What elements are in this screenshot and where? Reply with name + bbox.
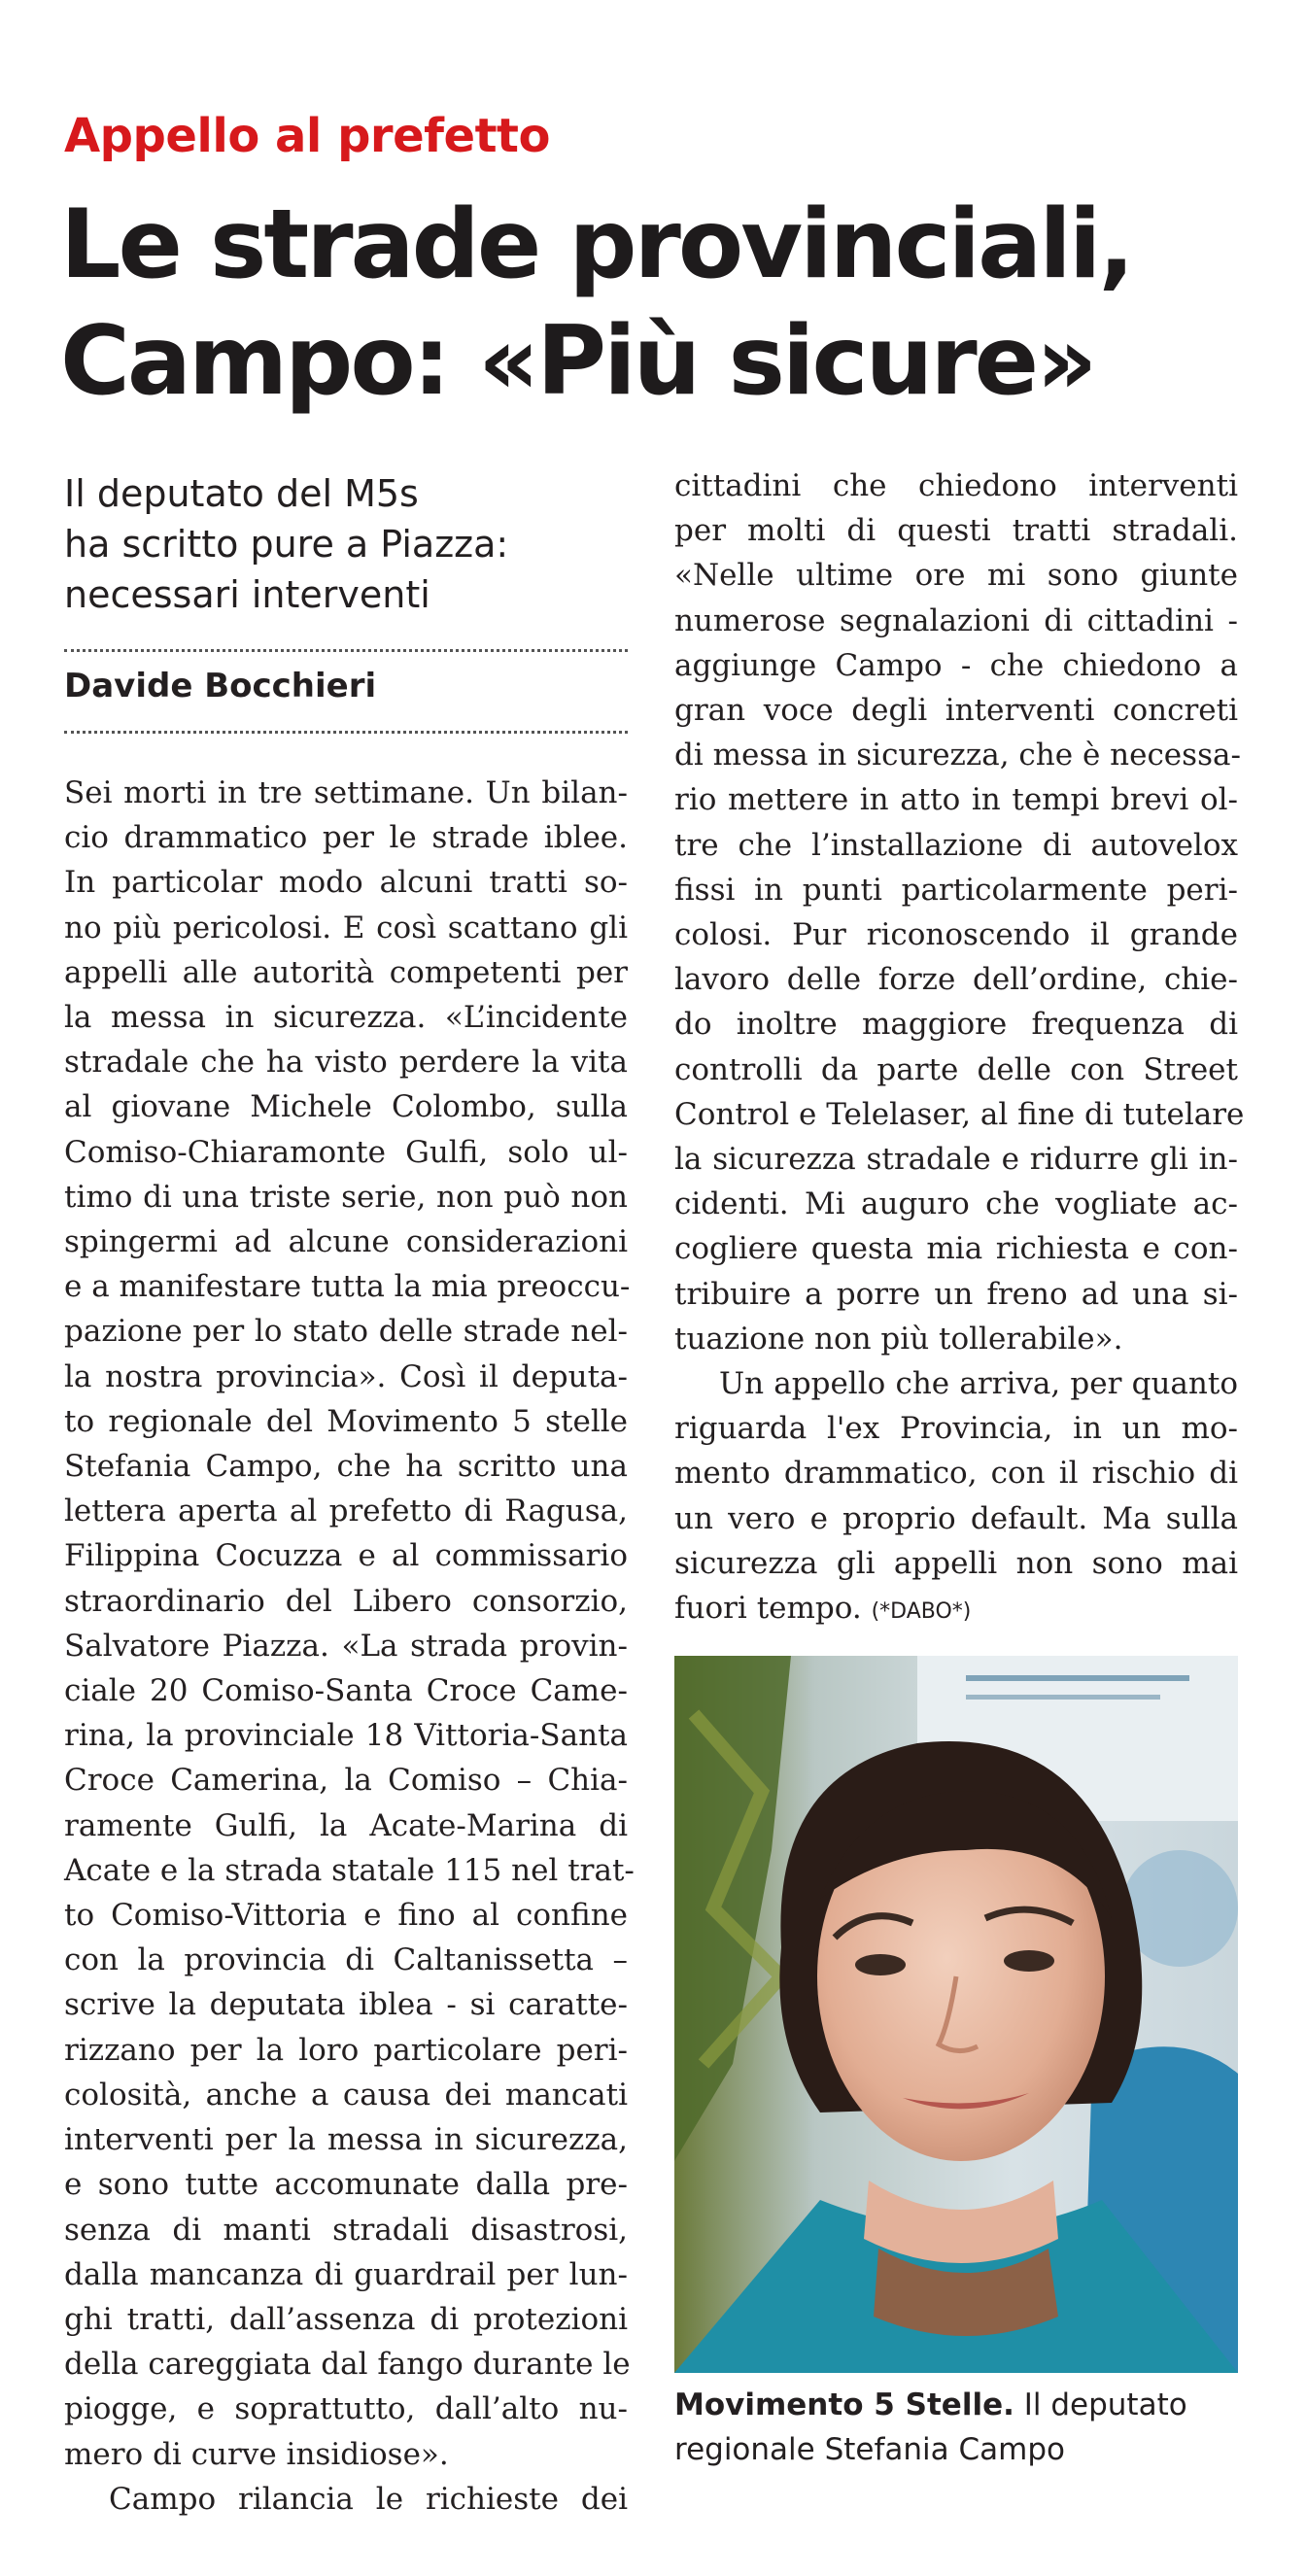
subtitle bbox=[64, 468, 647, 620]
body-line: ramente Gulfi, la Acate-Marina di bbox=[64, 1807, 628, 1843]
body-line: la nostra provincia». Così il deputa- bbox=[64, 1358, 628, 1394]
body-line: con la provincia di Caltanissetta – bbox=[64, 1942, 628, 1978]
body-line: la messa in sicurezza. «L’incidente bbox=[64, 1000, 628, 1036]
caption-line bbox=[674, 2383, 1257, 2427]
body-line: colosi. Pur riconoscendo il grande bbox=[674, 917, 1238, 953]
kicker: Appello al prefetto bbox=[64, 109, 550, 163]
body-line: In particolar modo alcuni tratti so- bbox=[64, 865, 628, 901]
headline-line: Campo: «Più sicure» bbox=[60, 306, 1095, 417]
body-line: Croce Camerina, la Comiso – Chia- bbox=[64, 1763, 628, 1799]
body-line: straordinario del Libero consorzio, bbox=[64, 1583, 628, 1619]
caption-text: Il deputato bbox=[1023, 2387, 1187, 2422]
body-line: tre che l’installazione di autovelox bbox=[674, 827, 1238, 863]
author-signature: (*DABO*) bbox=[871, 1599, 972, 1625]
body-line: cogliere questa mia richiesta e con- bbox=[674, 1231, 1238, 1267]
body-line: e a manifestare tutta la mia preoccu- bbox=[64, 1269, 631, 1305]
subtitle-line: necessari interventi bbox=[64, 573, 430, 616]
body-line: Filippina Cocuzza e al commissario bbox=[64, 1538, 628, 1574]
body-line: cittadini che chiedono interventi bbox=[674, 468, 1238, 503]
body-line: al giovane Michele Colombo, sulla bbox=[64, 1089, 628, 1125]
body-line: cio drammatico per le strade iblee. bbox=[64, 820, 628, 856]
body-line: Campo rilancia le richieste dei bbox=[109, 2481, 628, 2517]
body-line: pazione per lo stato delle strade nel- bbox=[64, 1314, 628, 1350]
body-line: ciale 20 Comiso-Santa Croce Came- bbox=[64, 1673, 628, 1709]
subtitle-line: Il deputato del M5s bbox=[64, 472, 419, 515]
body-line: Comiso-Chiaramonte Gulfi, solo ul- bbox=[64, 1134, 628, 1170]
body-line: la sicurezza stradale e ridurre gli in- bbox=[674, 1142, 1238, 1178]
body-line-text: fuori tempo. bbox=[674, 1591, 862, 1627]
body-line: piogge, e soprattutto, dall’alto nu- bbox=[64, 2391, 628, 2427]
body-line: Un appello che arriva, per quanto bbox=[719, 1366, 1238, 1402]
caption-line: regionale Stefania Campo bbox=[674, 2432, 1065, 2467]
headline bbox=[60, 187, 1265, 420]
body-line: ghi tratti, dall’assenza di protezioni bbox=[64, 2301, 628, 2337]
body-line: mero di curve insidiose». bbox=[64, 2436, 449, 2472]
body-line: senza di manti stradali disastrosi, bbox=[64, 2212, 628, 2248]
author-byline: Davide Bocchieri bbox=[64, 667, 377, 705]
body-line: Acate e la strada statale 115 nel trat- bbox=[64, 1852, 635, 1888]
body-line: controlli da parte delle con Street bbox=[674, 1051, 1238, 1087]
body-line: mento drammatico, con il rischio di bbox=[674, 1456, 1238, 1492]
body-line: gran voce degli interventi concreti bbox=[674, 693, 1238, 729]
body-line: Control e Telelaser, al fine di tutelare bbox=[674, 1096, 1245, 1132]
caption-bold: Movimento 5 Stelle. bbox=[674, 2387, 1014, 2422]
body-line: riguarda l'ex Provincia, in un mo- bbox=[674, 1411, 1238, 1447]
body-line: «Nelle ultime ore mi sono giunte bbox=[674, 558, 1238, 594]
photo-caption bbox=[674, 2383, 1257, 2472]
subtitle-line: ha scritto pure a Piazza: bbox=[64, 523, 509, 566]
body-line: cidenti. Mi auguro che vogliate ac- bbox=[674, 1186, 1238, 1222]
body-line: appelli alle autorità competenti per bbox=[64, 954, 628, 990]
body-line: do inoltre maggiore frequenza di bbox=[674, 1007, 1238, 1043]
body-line: tribuire a porre un freno ad una si- bbox=[674, 1276, 1238, 1312]
body-column-2 bbox=[674, 464, 1245, 1634]
body-line: e sono tutte accomunate dalla pre- bbox=[64, 2167, 628, 2203]
body-line: timo di una triste serie, non può non bbox=[64, 1179, 628, 1215]
body-line: stradale che ha visto perdere la vita bbox=[64, 1045, 628, 1081]
body-line: aggiunge Campo - che chiedono a bbox=[674, 647, 1238, 683]
body-line bbox=[674, 1586, 1238, 1634]
body-line: Stefania Campo, che ha scritto una bbox=[64, 1449, 628, 1485]
headline-line: Le strade provinciali, bbox=[60, 189, 1132, 300]
body-line: spingermi ad alcune considerazioni bbox=[64, 1224, 628, 1260]
body-line: rio mettere in atto in tempi brevi ol- bbox=[674, 782, 1238, 818]
body-line: dalla mancanza di guardrail per lun- bbox=[64, 2256, 628, 2292]
body-line: numerose segnalazioni di cittadini - bbox=[674, 602, 1238, 638]
portrait-illustration bbox=[674, 1656, 1238, 2373]
dotted-divider bbox=[64, 649, 628, 652]
body-line: scrive la deputata iblea - si caratte- bbox=[64, 1987, 628, 2023]
dotted-divider bbox=[64, 731, 628, 734]
body-line: to Comiso-Vittoria e fino al confine bbox=[64, 1898, 628, 1934]
body-line: rizzano per la loro particolare peri- bbox=[64, 2032, 628, 2068]
body-line: fissi in punti particolarmente peri- bbox=[674, 872, 1238, 908]
body-line: lavoro delle forze dell’ordine, chie- bbox=[674, 962, 1238, 998]
body-column-1 bbox=[64, 771, 635, 2522]
body-line: un vero e proprio default. Ma sulla bbox=[674, 1500, 1238, 1536]
body-line: di messa in sicurezza, che è necessa- bbox=[674, 738, 1241, 773]
body-line: no più pericolosi. E così scattano gli bbox=[64, 910, 628, 945]
portrait-photo bbox=[674, 1656, 1238, 2373]
body-line: per molti di questi tratti stradali. bbox=[674, 513, 1238, 549]
body-line: tuazione non più tollerabile». bbox=[674, 1321, 1123, 1357]
body-line: lettera aperta al prefetto di Ragusa, bbox=[64, 1494, 628, 1529]
body-line: colosità, anche a causa dei mancati bbox=[64, 2077, 628, 2112]
body-line: della careggiata dal fango durante le bbox=[64, 2347, 631, 2383]
body-line: Sei morti in tre settimane. Un bilan- bbox=[64, 775, 628, 810]
body-line: interventi per la messa in sicurezza, bbox=[64, 2122, 628, 2158]
body-line: Salvatore Piazza. «La strada provin- bbox=[64, 1628, 628, 1664]
body-line: to regionale del Movimento 5 stelle bbox=[64, 1403, 628, 1439]
body-line: sicurezza gli appelli non sono mai bbox=[674, 1545, 1238, 1581]
body-line: rina, la provinciale 18 Vittoria-Santa bbox=[64, 1718, 628, 1754]
